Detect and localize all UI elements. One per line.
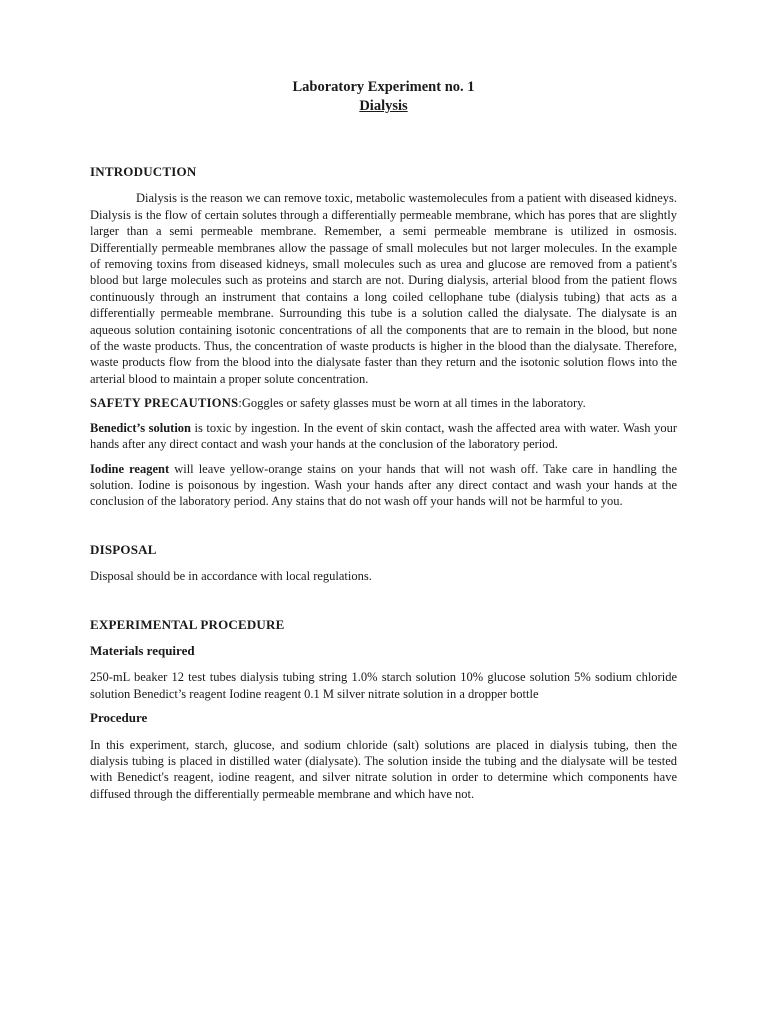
benedicts-paragraph: [90, 420, 677, 453]
document-subtitle: Dialysis: [359, 98, 408, 114]
safety-precautions-text: :Goggles or safety glasses must be worn at all times in the laboratory.: [238, 396, 586, 411]
procedure-heading: Procedure: [90, 710, 148, 726]
safety-precautions-paragraph: [90, 395, 677, 411]
benedicts-text: is toxic by ingestion. In the event of skin contact, wash the affected area with water. Wash your hands after any direct contact and wash your hands at the conclusion of the laboratory period.: [90, 420, 677, 452]
materials-heading: Materials required: [90, 642, 195, 658]
introduction-heading: INTRODUCTION: [90, 164, 197, 179]
spacer: [90, 518, 677, 542]
iodine-label: Iodine reagent: [90, 461, 170, 476]
document-title: Laboratory Experiment no. 1: [292, 79, 475, 95]
materials-paragraph: 250-mL beaker 12 test tubes dialysis tubing string 1.0% starch solution 10% glucose solution 5% sodium chloride solution Benedict’s reagent Iodine reagent 0.1 M silver nitrate solution in a dropper bottle: [90, 670, 677, 701]
benedicts-label: Benedict’s solution: [90, 420, 191, 435]
procedure-paragraph: In this experiment, starch, glucose, and sodium chloride (salt) solutions are placed in dialysis tubing, then the dialysis tubing is placed in distilled water (dialysate). The solution inside the tubing and the dialysate will be tested with Benedict's reagent, iodine reagent, and silver nitrate solution in order to determine which components have diffused through the differentially permeable membrane and which have not.: [90, 737, 677, 801]
safety-precautions-label: SAFETY PRECAUTIONS: [90, 396, 239, 411]
disposal-paragraph: Disposal should be in accordance with local regulations.: [90, 569, 372, 584]
iodine-paragraph: [90, 461, 677, 510]
disposal-heading: DISPOSAL: [90, 541, 157, 557]
iodine-text: will leave yellow-orange stains on your hands that will not wash off. Take care in handling the solution. Iodine is poisonous by ingestion. Wash your hands after any direct contact and wash your hands at the conclusion of the laboratory period. Any stains that do not wash off your hands will not be harmful to you.: [90, 461, 677, 509]
spacer: [90, 593, 677, 617]
document-page: [90, 78, 677, 810]
document-title-block: [90, 78, 677, 116]
experimental-procedure-heading: EXPERIMENTAL PROCEDURE: [90, 616, 285, 632]
introduction-paragraph: Dialysis is the reason we can remove toxic, metabolic wastemolecules from a patient with diseased kidneys. Dialysis is the flow of certain solutes through a differentially permeable membrane, which has pores that are slightly larger than a semi permeable membrane. Remember, a semi permeable membrane is utilized in osmosis. Differentially permeable membranes allow the passage of small molecules but not larger molecules. In the example of removing toxins from diseased kidneys, small molecules such as urea and glucose are removed from a patient's blood but large molecules such as proteins and starch are not. During dialysis, arterial blood from the patient flows continuously through an instrument that contains a long coiled cellophane tube (dialysis tubing) that acts as a differentially permeable membrane. Surrounding this tube is a solution called the dialysate. The dialysate is an aqueous solution containing isotonic concentrations of all the components that are to remain in the blood, but none of the waste products. Thus, the concentration of waste products is higher in the blood than the dialysate. Therefore, waste products flow from the blood into the dialysate faster than they return and the isotonic solution flows into the arterial blood to maintain a proper solute concentration.: [90, 191, 677, 386]
